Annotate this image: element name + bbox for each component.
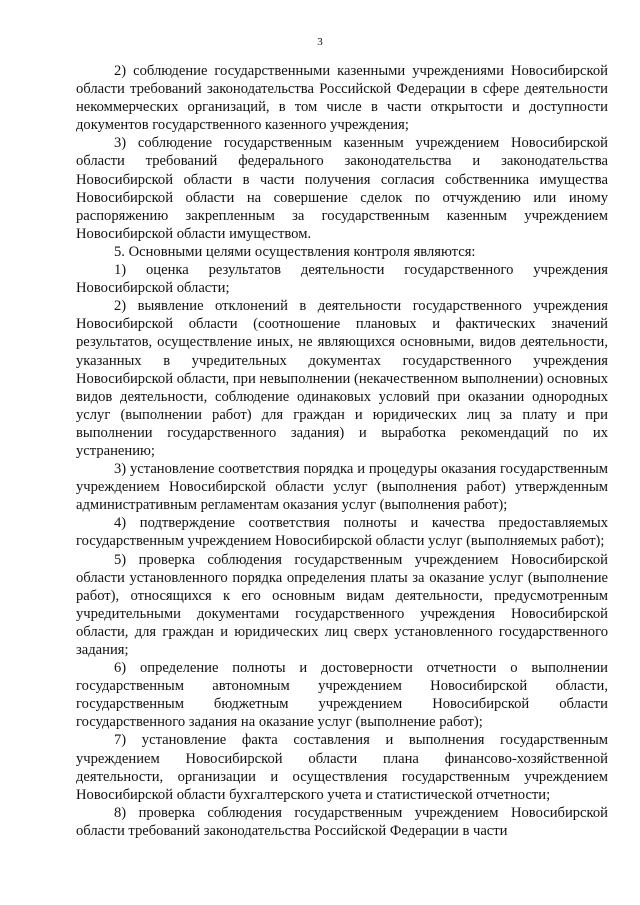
paragraph-goal-3: 3) установление соответствия порядка и процедуры оказания государственным учреждением Новосибирской области услуг (выполнения работ) утвержденным административным регламентам оказания услуг (выполнения работ); bbox=[76, 461, 608, 514]
paragraph-goal-7: 7) установление факта составления и выполнения государственным учреждением Новосибирской области плана финансово-хозяйственной деятельности, организации и осуществления государственным учреждением Новосибирской области бухгалтерского учета и статистической отчетности; bbox=[76, 732, 608, 803]
paragraph-section-5-heading: 5. Основными целями осуществления контроля являются: bbox=[114, 243, 476, 260]
paragraph-goal-5: 5) проверка соблюдения государственным учреждением Новосибирской области установленного порядка определения платы за оказание услуг (выполнение работ), относящихся к его основным видам деятельности, предусмотренным учредительными документами государственного учреждения Новосибирской области, для граждан и юридических лиц сверх установленного государственного задания; bbox=[76, 551, 608, 658]
paragraph-goal-1: 1) оценка результатов деятельности государственного учреждения Новосибирской области; bbox=[76, 262, 608, 297]
paragraph-goal-6: 6) определение полноты и достоверности отчетности о выполнении государственным автономным учреждением Новосибирской области, государственным бюджетным учреждением Новосибирской области государственного задания на оказание услуг (выполнение работ); bbox=[76, 660, 608, 731]
paragraph-goal-8: 8) проверка соблюдения государственным учреждением Новосибирской области требований законодательства Российской Федерации в части bbox=[76, 804, 608, 839]
paragraph-goal-2: 2) выявление отклонений в деятельности государственного учреждения Новосибирской области (соотношение плановых и фактических значений результатов, осуществление иных, не являющихся основными, видов деятельности, указанных в учредительных документах государственного учреждения Новосибирской области, при невыполнении (некачественном выполнении) основных видов деятельности, соблюдение одинаковых условий при оказании однородных услуг (выполнении работ) для граждан и юридических лиц за плату и при выполнении государственного задания) и выработка рекомендаций по их устранению; bbox=[76, 298, 608, 459]
page-number: 3 bbox=[317, 36, 323, 48]
paragraph-item-2-nonprofit-compliance: 2) соблюдение государственными казенными учреждениями Новосибирской области требований законодательства Российской Федерации в сфере деятельности некоммерческих организаций, в том числе в части открытости и доступности документов государственного казенного учреждения; bbox=[76, 63, 608, 134]
paragraph-goal-4: 4) подтверждение соответствия полноты и качества предоставляемых государственным учреждением Новосибирской области услуг (выполняемых работ); bbox=[76, 515, 608, 550]
paragraph-item-3-property-consent: 3) соблюдение государственным казенным учреждением Новосибирской области требований федерального законодательства и законодательства Новосибирской области в части получения согласия собственника имущества Новосибирской области на совершение сделок по отчуждению или иному распоряжению закрепленным за государственным казенным учреждением Новосибирской области имуществом. bbox=[76, 135, 608, 242]
document-body bbox=[76, 62, 608, 840]
